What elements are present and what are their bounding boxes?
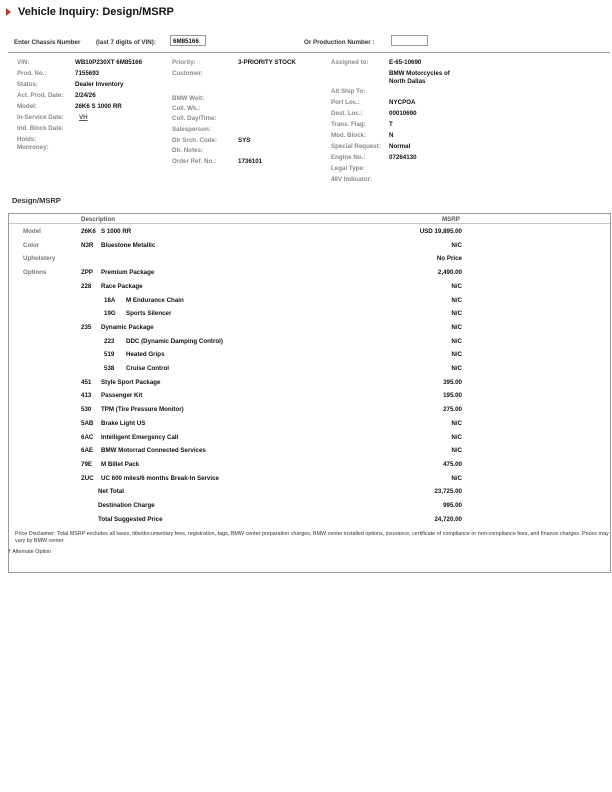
option-description: DDC (Dynamic Damping Control): [126, 337, 223, 345]
msrp-row: [9, 297, 610, 306]
option-code: 19G: [104, 310, 116, 318]
msrp-row: [9, 406, 610, 415]
page-header: [6, 6, 174, 18]
divider: [8, 52, 610, 53]
info-label: Engine No.:: [331, 154, 366, 161]
info-label: Monroney:: [17, 144, 49, 151]
info-label: Mod. Block:: [331, 132, 367, 139]
info-label: Assigned to:: [331, 59, 369, 66]
info-label: Legal Type:: [331, 165, 365, 172]
option-description: Premium Package: [101, 269, 155, 277]
option-description: Total Suggested Price: [98, 515, 163, 523]
option-code: 26K6: [81, 228, 96, 235]
option-price: 275.00: [443, 406, 462, 414]
option-price: N/C: [451, 365, 462, 372]
option-code: 6AC: [81, 433, 94, 441]
info-label: Coll. Wk.:: [172, 105, 201, 112]
option-code: 530: [81, 406, 92, 414]
info-value: 7155693: [75, 70, 100, 77]
msrp-row: [9, 324, 610, 333]
row-category: Model: [23, 228, 41, 235]
info-label: BMW Welt:: [172, 95, 205, 102]
info-label: Order Ref. No.:: [172, 158, 217, 165]
option-description: Race Package: [101, 282, 143, 290]
option-description: Cruise Control: [126, 365, 169, 372]
info-label: Trans. Flag:: [331, 121, 366, 128]
option-price: N/C: [451, 323, 462, 331]
msrp-row: [9, 434, 610, 443]
row-category: Upholstery: [23, 255, 56, 263]
in-service-link[interactable]: VH: [79, 114, 88, 121]
info-label: Salesperson:: [172, 126, 211, 133]
option-description: S 1000 RR: [101, 228, 132, 235]
info-label: Alt Ship To:: [331, 88, 366, 95]
msrp-row: [9, 488, 610, 497]
info-value: Dealer Inventory: [75, 81, 124, 88]
option-description: Dynamic Package: [101, 323, 154, 331]
info-value: NYCPOA: [389, 99, 416, 106]
msrp-row: [9, 379, 610, 388]
option-code: 451: [81, 378, 92, 386]
msrp-row: [9, 338, 610, 347]
option-description: M Endurance Chain: [126, 296, 184, 304]
info-label: VIN:: [17, 59, 30, 66]
info-label: Dlr Srch. Code:: [172, 137, 218, 144]
msrp-row: [9, 269, 610, 278]
info-value: WB10P230XT 6M85166: [75, 59, 143, 66]
option-price: No Price: [436, 255, 462, 263]
option-description: UC 600 miles/6 months Break-In Service: [101, 474, 219, 482]
info-label: Port Loc.:: [331, 99, 360, 106]
info-label: Ind. Block Date:: [17, 125, 64, 132]
msrp-row: [9, 475, 610, 484]
info-label: Prod. No.:: [17, 70, 47, 77]
option-price: 2,490.00: [437, 269, 462, 277]
option-code: 223: [104, 337, 115, 345]
msrp-row: [9, 461, 610, 470]
option-price: N/C: [451, 337, 462, 345]
price-disclaimer: Price Disclaimer: Total MSRP excludes all taxes, title/documentary fees, registration, tags, BMW center preparation charges, BMW center installed options, insurance, certificate of compliance or non-compliance fees, and finance charges. Prices may vary by BMW center.: [15, 531, 609, 544]
info-value: T: [389, 121, 393, 128]
msrp-row: [9, 502, 610, 511]
option-code: ZPP: [81, 269, 94, 277]
production-number-input[interactable]: [391, 35, 428, 46]
option-price: N/C: [451, 474, 462, 482]
option-price: 23,725.00: [434, 488, 462, 496]
info-label: Coll. Day/Time:: [172, 115, 217, 122]
page-title: Vehicle Inquiry: Design/MSRP: [18, 6, 174, 18]
info-value: E-65-10690: [389, 59, 422, 66]
option-code: 228: [81, 282, 92, 290]
option-description: Brake Light US: [101, 419, 146, 427]
production-number-label: Or Production Number :: [304, 39, 375, 46]
option-price: N/C: [451, 282, 462, 290]
option-price: 24,720.00: [434, 515, 462, 523]
info-value: Normal: [389, 143, 411, 150]
row-category: Options: [23, 269, 47, 277]
info-label: Dest. Loc.:: [331, 110, 363, 117]
option-code: 538: [104, 365, 115, 372]
info-value: 1736101: [238, 158, 263, 165]
info-value: 07264130: [389, 154, 417, 161]
info-value: SYS: [238, 137, 251, 144]
row-category: Color: [23, 241, 40, 249]
info-label: Model:: [17, 103, 37, 110]
option-price: N/C: [451, 351, 462, 359]
option-description: Destination Charge: [98, 502, 155, 509]
section-title: Design/MSRP: [12, 196, 61, 205]
option-description: Heated Grips: [126, 351, 165, 359]
msrp-row: [9, 392, 610, 401]
option-description: Bluestone Metallic: [101, 241, 156, 249]
option-code: 6AE: [81, 447, 94, 455]
option-code: 79E: [81, 460, 93, 468]
option-price: 475.00: [443, 460, 462, 468]
option-price: N/C: [451, 433, 462, 441]
msrp-row: [9, 516, 610, 525]
description-column-header: Description: [81, 216, 116, 223]
option-description: Passenger Kit: [101, 392, 143, 400]
msrp-row: [9, 242, 610, 251]
info-value: 2/24/26: [75, 92, 96, 99]
msrp-row: [9, 351, 610, 360]
msrp-column-header: MSRP: [442, 216, 460, 223]
msrp-row: [9, 447, 610, 456]
option-price: 395.00: [443, 378, 462, 386]
msrp-row: [9, 310, 610, 319]
option-description: Intelligent Emergency Call: [101, 433, 179, 441]
option-code: 413: [81, 392, 92, 400]
info-value: BMW Motorcycles of: [389, 70, 450, 77]
info-value: N: [389, 132, 394, 139]
chassis-number-label: Enter Chassis Number: [14, 39, 81, 46]
info-label: Holds:: [17, 136, 37, 143]
vin-hint-label: (last 7 digits of VIN):: [96, 39, 156, 46]
red-arrow-icon: [6, 8, 11, 16]
info-label: In-Service Date:: [17, 114, 64, 121]
msrp-row: [9, 228, 610, 237]
option-description: Style Sport Package: [101, 378, 161, 386]
option-description: Sports Silencer: [126, 310, 172, 318]
msrp-row: [9, 255, 610, 264]
msrp-row: [9, 420, 610, 429]
option-price: 195.00: [443, 392, 462, 400]
vin-input[interactable]: 6M85166: [170, 35, 206, 46]
option-price: N/C: [451, 241, 462, 249]
option-description: M Billet Pack: [101, 460, 140, 468]
option-description: Net Total: [98, 488, 125, 496]
option-price: USD 19,895.00: [419, 228, 462, 235]
msrp-row: [9, 283, 610, 292]
option-code: ZUC: [81, 474, 94, 482]
info-label: Special Request:: [331, 143, 381, 150]
option-description: BMW Motorrad Connected Services: [101, 447, 206, 455]
info-label: Status:: [17, 81, 38, 88]
option-code: 519: [104, 351, 115, 359]
option-price: N/C: [451, 296, 462, 304]
option-price: N/C: [451, 419, 462, 427]
info-label: Act. Prod. Date:: [17, 92, 64, 99]
msrp-row: [9, 365, 610, 374]
info-value: 3-PRIORITY STOCK: [238, 59, 296, 66]
info-label: Customer:: [172, 70, 203, 77]
info-label: Dlr. Notes:: [172, 147, 203, 154]
info-label: 48V Indicator:: [331, 176, 372, 183]
option-code: N3R: [81, 241, 94, 249]
msrp-table: [8, 213, 611, 573]
alternate-option-note: † Alternate Option: [8, 549, 52, 555]
info-value: 00010690: [389, 110, 417, 117]
option-description: TPM (Tire Pressure Monitor): [101, 406, 184, 414]
option-code: 18A: [104, 296, 116, 304]
info-label: Priority:: [172, 59, 196, 66]
option-price: 995.00: [443, 502, 462, 509]
info-value: 26K6 S 1000 RR: [75, 103, 122, 110]
header-divider: [9, 223, 610, 224]
info-value: North Dallas: [389, 78, 426, 85]
option-code: 5AB: [81, 419, 94, 427]
option-code: 235: [81, 323, 92, 331]
option-price: N/C: [451, 310, 462, 318]
option-price: N/C: [451, 447, 462, 455]
